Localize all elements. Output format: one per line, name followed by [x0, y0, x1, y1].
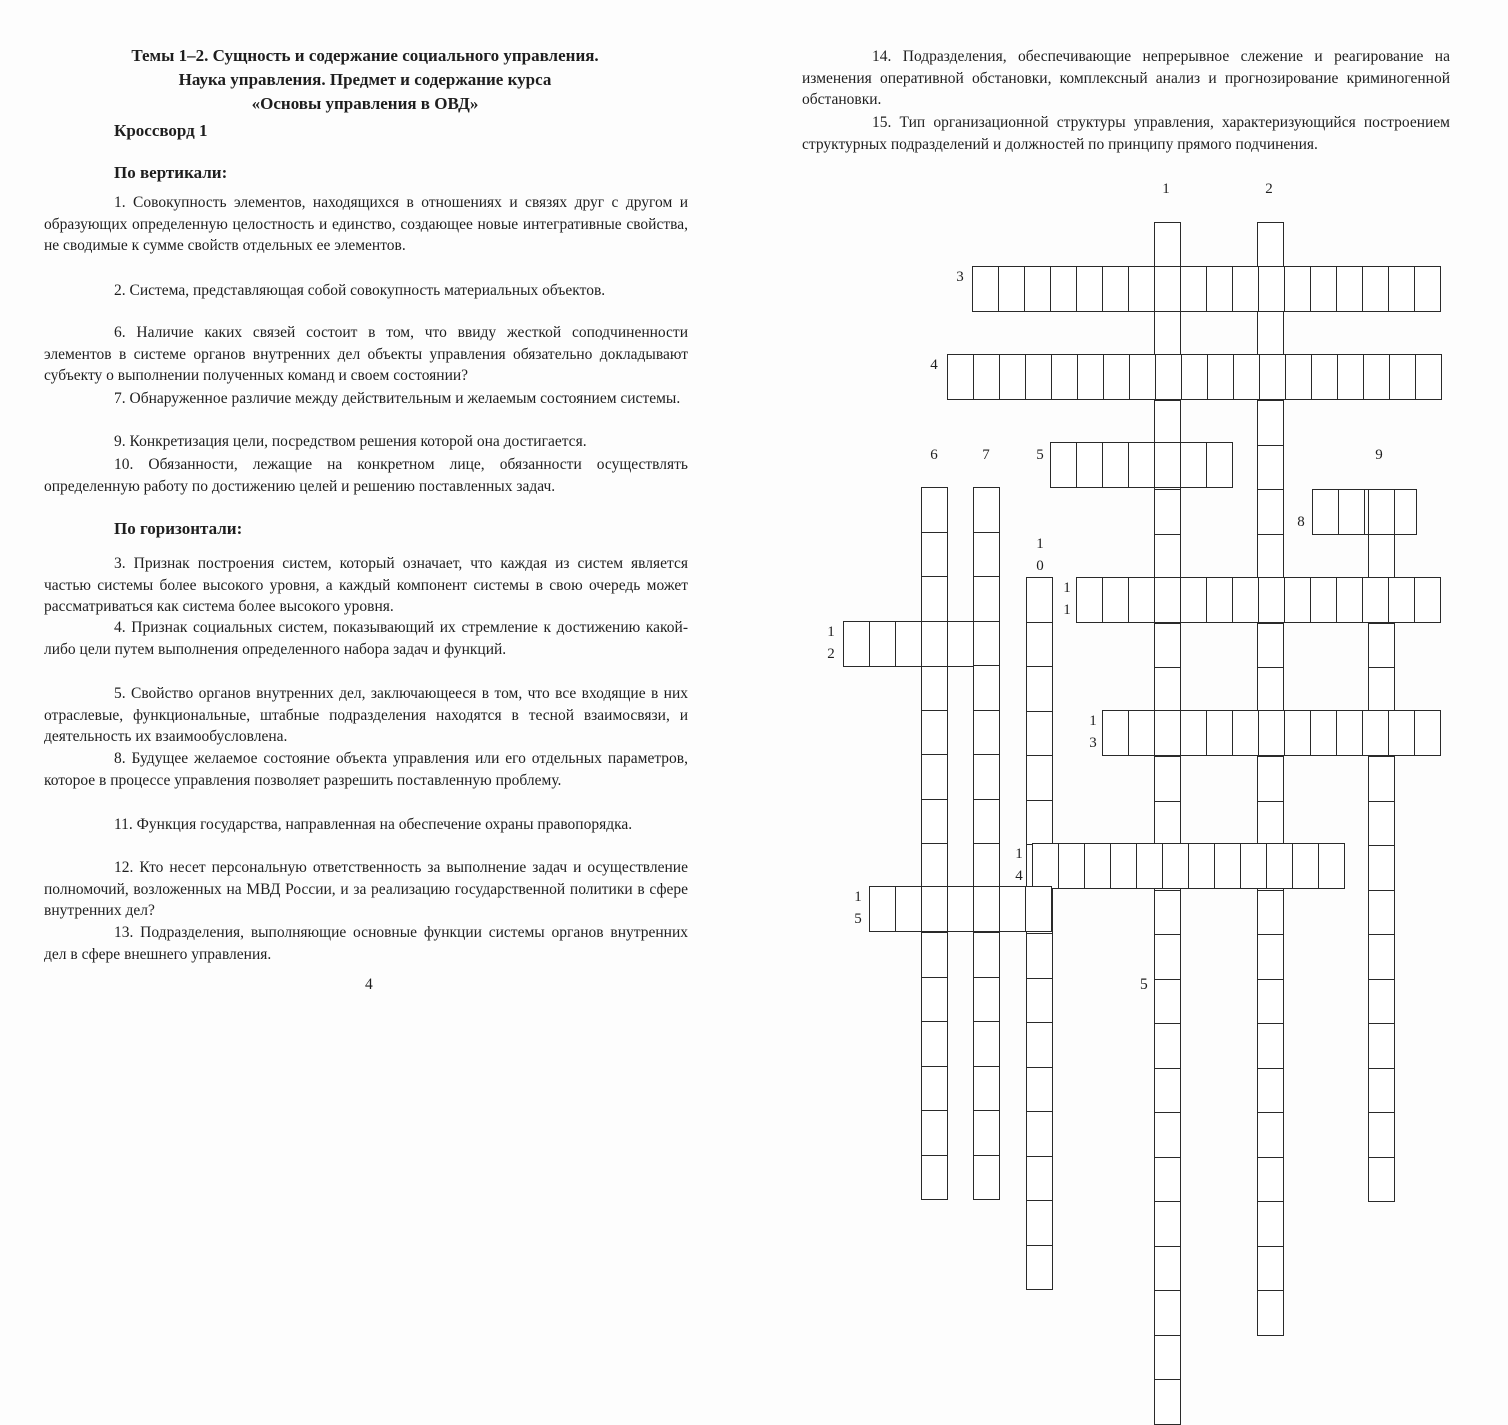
crossword-cell[interactable] [1026, 755, 1053, 801]
horizontal-clue-12: 12. Кто несет персональную ответственность за выполнение задач и осуществление полномочий, возложенных на МВД России, и за реализацию государственной политики в сфере внутренних дел? [44, 859, 688, 920]
crossword-cell[interactable] [1207, 354, 1234, 400]
crossword-cell[interactable] [1257, 1112, 1284, 1158]
crossword-cell[interactable] [921, 886, 948, 932]
crossword-cell[interactable] [1136, 843, 1163, 889]
crossword-cell[interactable] [1026, 1111, 1053, 1157]
crossword-cell[interactable] [1154, 534, 1181, 580]
crossword-cell[interactable] [1103, 354, 1130, 400]
crossword-cell[interactable] [1257, 1157, 1284, 1203]
crossword-cell[interactable] [921, 843, 948, 889]
crossword-cell[interactable] [1257, 1290, 1284, 1336]
crossword-cell[interactable] [1257, 756, 1284, 802]
crossword-cell[interactable] [869, 886, 896, 932]
crossword-cell[interactable] [1180, 442, 1207, 488]
crossword-grid [754, 0, 1508, 1000]
vertical-clue-2: 2. Система, представляющая собой совокупность материальных объектов. [114, 282, 606, 299]
crossword-cell[interactable] [1026, 1200, 1053, 1246]
crossword-cell[interactable] [1214, 843, 1241, 889]
crossword-cell[interactable] [1257, 667, 1284, 713]
crossword-cell[interactable] [1336, 710, 1363, 756]
crossword-cell[interactable] [1026, 933, 1053, 979]
crossword-cell[interactable] [1368, 979, 1395, 1025]
crossword-cell[interactable] [1310, 266, 1337, 312]
crossword-cell[interactable] [973, 576, 1000, 622]
crossword-cell[interactable] [973, 843, 1000, 889]
crossword-cell[interactable] [1259, 354, 1286, 400]
crossword-cell[interactable] [1180, 266, 1207, 312]
crossword-cell[interactable] [1240, 843, 1267, 889]
page-number: 5 [1140, 976, 1148, 993]
crossword-cell[interactable] [843, 621, 870, 667]
crossword-cell[interactable] [1181, 354, 1208, 400]
vertical-clue-1: 1. Совокупность элементов, находящихся в отношениях и связях друг с другом и образующих определенную целостность и единство, создающее новые интегративные свойства, не сводимые к сумме свойств отдельных ее элементов. [44, 194, 688, 255]
crossword-cell[interactable] [999, 354, 1026, 400]
crossword-cell[interactable] [1312, 489, 1339, 535]
crossword-cell[interactable] [1388, 577, 1415, 623]
crossword-cell[interactable] [1258, 577, 1285, 623]
crossword-cell[interactable] [1258, 266, 1285, 312]
crossword-cell[interactable] [1206, 266, 1233, 312]
crossword-cell[interactable] [1338, 489, 1365, 535]
crossword-cell[interactable] [1180, 710, 1207, 756]
crossword-cell[interactable] [1284, 577, 1311, 623]
horizontal-clue-13: 13. Подразделения, выполняющие основные функции системы органов внутренних дел в сфере внешнего управления. [44, 924, 688, 963]
crossword-cell[interactable] [1154, 623, 1181, 669]
crossword-cell[interactable] [1368, 623, 1395, 669]
crossword-cell[interactable] [1128, 710, 1155, 756]
crossword-cell[interactable] [1257, 801, 1284, 847]
crossword-cell[interactable] [1026, 1245, 1053, 1291]
left-page [0, 0, 754, 1080]
crossword-cell[interactable] [921, 799, 948, 845]
crossword-cell[interactable] [1024, 266, 1051, 312]
crossword-cell[interactable] [1102, 442, 1129, 488]
crossword-cell[interactable] [921, 977, 948, 1023]
crossword-cell[interactable] [973, 932, 1000, 978]
crossword-cell[interactable] [973, 754, 1000, 800]
crossword-cell[interactable] [1232, 266, 1259, 312]
crossword-cell[interactable] [1233, 354, 1260, 400]
crossword-cell[interactable] [921, 621, 948, 667]
crossword-cell[interactable] [1257, 890, 1284, 936]
crossword-cell[interactable] [1257, 489, 1284, 535]
crossword-cell[interactable] [1076, 266, 1103, 312]
crossword-cell[interactable] [1128, 442, 1155, 488]
title-line: Наука управления. Предмет и содержание курса [178, 70, 552, 89]
crossword-cell[interactable] [1257, 222, 1284, 268]
crossword-cell[interactable] [1232, 710, 1259, 756]
crossword-cell[interactable] [1337, 354, 1364, 400]
crossword-cell[interactable] [1154, 442, 1181, 488]
crossword-cell[interactable] [1389, 354, 1416, 400]
crossword-cell[interactable] [1257, 534, 1284, 580]
crossword-cell[interactable] [1026, 1022, 1053, 1068]
crossword-cell[interactable] [1077, 354, 1104, 400]
title-line: Темы 1–2. Сущность и содержание социального управления. [131, 46, 599, 65]
vertical-clue-9: 9. Конкретизация цели, посредством решения которой она достигается. [114, 433, 587, 450]
crossword-title: Кроссворд 1 [114, 121, 208, 140]
crossword-cell[interactable] [1026, 978, 1053, 1024]
crossword-cell[interactable] [1154, 311, 1181, 357]
crossword-cell[interactable] [1154, 577, 1181, 623]
crossword-cell[interactable] [1368, 934, 1395, 980]
crossword-cell[interactable] [921, 1155, 948, 1201]
crossword-cell[interactable] [1257, 934, 1284, 980]
crossword-cell[interactable] [1154, 1157, 1181, 1203]
crossword-cell[interactable] [921, 487, 948, 533]
crossword-cell[interactable] [921, 754, 948, 800]
crossword-cell[interactable] [973, 532, 1000, 578]
page-title [100, 44, 630, 116]
crossword-cell[interactable] [1026, 622, 1053, 668]
crossword-cell[interactable] [1310, 710, 1337, 756]
crossword-cell[interactable] [1154, 979, 1181, 1025]
crossword-cell[interactable] [1257, 1023, 1284, 1069]
title-line: «Основы управления в ОВД» [251, 94, 479, 113]
crossword-cell[interactable] [1026, 666, 1053, 712]
crossword-cell[interactable] [1110, 843, 1137, 889]
crossword-cell[interactable] [947, 886, 974, 932]
crossword-cell[interactable] [895, 621, 922, 667]
crossword-cell[interactable] [1154, 801, 1181, 847]
crossword-cell[interactable] [947, 621, 974, 667]
crossword-number-label: 1 2 [827, 624, 835, 662]
crossword-cell[interactable] [1050, 266, 1077, 312]
crossword-cell[interactable] [1155, 354, 1182, 400]
crossword-number-label: 1 1 [1063, 580, 1071, 618]
crossword-cell[interactable] [1285, 354, 1312, 400]
crossword-cell[interactable] [1368, 489, 1395, 535]
crossword-cell[interactable] [921, 1021, 948, 1067]
crossword-cell[interactable] [1206, 710, 1233, 756]
crossword-cell[interactable] [947, 354, 974, 400]
horizontal-clue-15: 15. Тип организационной структуры управления, характеризующийся построением структурных подразделений и должностей по принципу прямого подчинения. [802, 114, 1450, 153]
crossword-cell[interactable] [1154, 400, 1181, 446]
crossword-cell[interactable] [1154, 1246, 1181, 1292]
horizontal-clue-8: 8. Будущее желаемое состояние объекта управления или его отдельных параметров, которое в процессе управления позволяет разрешить поставленную проблему. [44, 750, 688, 789]
crossword-cell[interactable] [1336, 577, 1363, 623]
crossword-cell[interactable] [1310, 577, 1337, 623]
crossword-cell[interactable] [921, 576, 948, 622]
crossword-cell[interactable] [1154, 1335, 1181, 1381]
crossword-cell[interactable] [1362, 266, 1389, 312]
crossword-cell[interactable] [972, 266, 999, 312]
crossword-cell[interactable] [1102, 710, 1129, 756]
crossword-cell[interactable] [1257, 1068, 1284, 1114]
crossword-number-label: 1 [1162, 181, 1170, 197]
crossword-number-label: 4 [930, 357, 938, 373]
crossword-cell[interactable] [1368, 801, 1395, 847]
crossword-cell[interactable] [1154, 890, 1181, 936]
crossword-cell[interactable] [1362, 577, 1389, 623]
crossword-number-label: 1 0 [1036, 536, 1044, 574]
crossword-number-label: 9 [1375, 447, 1383, 463]
crossword-cell[interactable] [973, 665, 1000, 711]
vertical-heading: По вертикали: [114, 163, 228, 182]
crossword-cell[interactable] [1154, 1023, 1181, 1069]
crossword-cell[interactable] [1368, 890, 1395, 936]
crossword-cell[interactable] [1363, 354, 1390, 400]
crossword-cell[interactable] [1154, 710, 1181, 756]
crossword-cell[interactable] [973, 710, 1000, 756]
crossword-cell[interactable] [999, 886, 1026, 932]
crossword-cell[interactable] [1388, 710, 1415, 756]
crossword-cell[interactable] [1180, 577, 1207, 623]
crossword-cell[interactable] [1154, 1379, 1181, 1425]
crossword-cell[interactable] [1388, 266, 1415, 312]
crossword-cell[interactable] [1232, 577, 1259, 623]
crossword-cell[interactable] [1257, 979, 1284, 1025]
crossword-cell[interactable] [1415, 354, 1442, 400]
crossword-cell[interactable] [921, 932, 948, 978]
crossword-cell[interactable] [1102, 577, 1129, 623]
crossword-cell[interactable] [1154, 667, 1181, 713]
crossword-cell[interactable] [973, 487, 1000, 533]
horizontal-clue-4: 4. Признак социальных систем, показывающий их стремление к достижению какой-либо цели путем выполнения определенного набора задач и функций. [44, 619, 688, 658]
crossword-cell[interactable] [1050, 442, 1077, 488]
crossword-cell[interactable] [869, 621, 896, 667]
crossword-cell[interactable] [921, 665, 948, 711]
crossword-cell[interactable] [1414, 266, 1441, 312]
crossword-cell[interactable] [1257, 400, 1284, 446]
crossword-cell[interactable] [973, 354, 1000, 400]
crossword-cell[interactable] [921, 532, 948, 578]
crossword-cell[interactable] [1154, 1068, 1181, 1114]
crossword-cell[interactable] [1102, 266, 1129, 312]
crossword-cell[interactable] [1026, 1067, 1053, 1113]
crossword-cell[interactable] [1162, 843, 1189, 889]
horizontal-heading: По горизонтали: [114, 519, 243, 538]
crossword-cell[interactable] [1188, 843, 1215, 889]
crossword-number-label: 1 5 [854, 889, 862, 927]
crossword-cell[interactable] [921, 1110, 948, 1156]
crossword-cell[interactable] [1076, 577, 1103, 623]
crossword-cell[interactable] [973, 1110, 1000, 1156]
crossword-cell[interactable] [1206, 577, 1233, 623]
horizontal-clue-5: 5. Свойство органов внутренних дел, заключающееся в том, что все входящие в них отраслевые, функциональные, штабные подразделения находятся в тесной взаимосвязи, и деятельность их взаимообусловлена. [44, 685, 688, 746]
crossword-cell[interactable] [1368, 1112, 1395, 1158]
crossword-cell[interactable] [1026, 1156, 1053, 1202]
crossword-cell[interactable] [1368, 1157, 1395, 1203]
crossword-cell[interactable] [1154, 266, 1181, 312]
crossword-cell[interactable] [1129, 354, 1156, 400]
crossword-cell[interactable] [1368, 534, 1395, 580]
crossword-cell[interactable] [1154, 1290, 1181, 1336]
crossword-cell[interactable] [1154, 1201, 1181, 1247]
crossword-cell[interactable] [921, 1066, 948, 1112]
crossword-cell[interactable] [1292, 843, 1319, 889]
crossword-cell[interactable] [1084, 843, 1111, 889]
crossword-cell[interactable] [1284, 710, 1311, 756]
crossword-cell[interactable] [1336, 266, 1363, 312]
crossword-cell[interactable] [1154, 489, 1181, 535]
crossword-cell[interactable] [1032, 843, 1059, 889]
crossword-cell[interactable] [973, 977, 1000, 1023]
crossword-cell[interactable] [1311, 354, 1338, 400]
vertical-clue-10: 10. Обязанности, лежащие на конкретном лице, обязанности осуществлять определенную работу по достижению целей и решению поставленных задач. [44, 456, 688, 495]
horizontal-clue-11: 11. Функция государства, направленная на обеспечение охраны правопорядка. [114, 816, 633, 833]
crossword-cell[interactable] [1368, 756, 1395, 802]
crossword-cell[interactable] [1076, 442, 1103, 488]
horizontal-clue-14: 14. Подразделения, обеспечивающие непрерывное слежение и реагирование на изменения оперативной обстановки, комплексный анализ и прогнозирование криминогенной обстановки. [802, 48, 1450, 109]
crossword-cell[interactable] [1257, 311, 1284, 357]
crossword-cell[interactable] [1206, 442, 1233, 488]
crossword-cell[interactable] [998, 266, 1025, 312]
crossword-cell[interactable] [895, 886, 922, 932]
crossword-cell[interactable] [1257, 623, 1284, 669]
vertical-clue-6: 6. Наличие каких связей состоит в том, что ввиду жесткой соподчиненности элементов в системе органов внутренних дел объекты управления обязательно докладывают субъекту о выполнении полученных команд и своем состоянии? [44, 324, 688, 385]
page-number: 4 [365, 976, 373, 993]
crossword-cell[interactable] [1368, 667, 1395, 713]
crossword-cell[interactable] [1368, 845, 1395, 891]
crossword-cell[interactable] [1154, 756, 1181, 802]
crossword-cell[interactable] [1026, 577, 1053, 623]
right-page [754, 0, 1508, 1080]
crossword-cell[interactable] [1368, 1068, 1395, 1114]
crossword-cell[interactable] [1257, 1201, 1284, 1247]
crossword-cell[interactable] [973, 1021, 1000, 1067]
crossword-cell[interactable] [1258, 710, 1285, 756]
crossword-cell[interactable] [1266, 843, 1293, 889]
crossword-cell[interactable] [1025, 354, 1052, 400]
crossword-cell[interactable] [1026, 800, 1053, 846]
crossword-cell[interactable] [973, 1066, 1000, 1112]
crossword-cell[interactable] [1154, 1112, 1181, 1158]
crossword-cell[interactable] [1414, 710, 1441, 756]
crossword-cell[interactable] [1025, 886, 1052, 932]
crossword-cell[interactable] [1318, 843, 1345, 889]
crossword-cell[interactable] [1414, 577, 1441, 623]
crossword-number-label: 1 4 [1015, 846, 1023, 884]
crossword-cell[interactable] [973, 1155, 1000, 1201]
crossword-cell[interactable] [1154, 934, 1181, 980]
crossword-cell[interactable] [1128, 266, 1155, 312]
crossword-cell[interactable] [1257, 1246, 1284, 1292]
crossword-number-label: 8 [1297, 514, 1305, 530]
crossword-number-label: 3 [956, 269, 964, 285]
crossword-number-label: 5 [1036, 447, 1044, 463]
crossword-cell[interactable] [1257, 445, 1284, 491]
crossword-cell[interactable] [1284, 266, 1311, 312]
crossword-cell[interactable] [1026, 711, 1053, 757]
crossword-cell[interactable] [1154, 222, 1181, 268]
horizontal-clue-3: 3. Признак построения систем, который означает, что каждая из систем является частью системы более высокого уровня, а каждый компонент системы в свою очередь может рассматриваться как система более высокого уровня. [44, 555, 688, 616]
crossword-cell[interactable] [1051, 354, 1078, 400]
crossword-cell[interactable] [1128, 577, 1155, 623]
crossword-cell[interactable] [973, 621, 1000, 667]
crossword-number-label: 2 [1265, 181, 1273, 197]
crossword-cell[interactable] [921, 710, 948, 756]
vertical-clue-7: 7. Обнаруженное различие между действительным и желаемым состоянием системы. [114, 390, 681, 407]
crossword-number-label: 6 [930, 447, 938, 463]
crossword-number-label: 1 3 [1089, 713, 1097, 751]
crossword-cell[interactable] [1058, 843, 1085, 889]
crossword-number-label: 7 [982, 447, 990, 463]
crossword-cell[interactable] [1362, 710, 1389, 756]
crossword-cell[interactable] [973, 799, 1000, 845]
crossword-cell[interactable] [973, 886, 1000, 932]
crossword-cell[interactable] [1368, 1023, 1395, 1069]
